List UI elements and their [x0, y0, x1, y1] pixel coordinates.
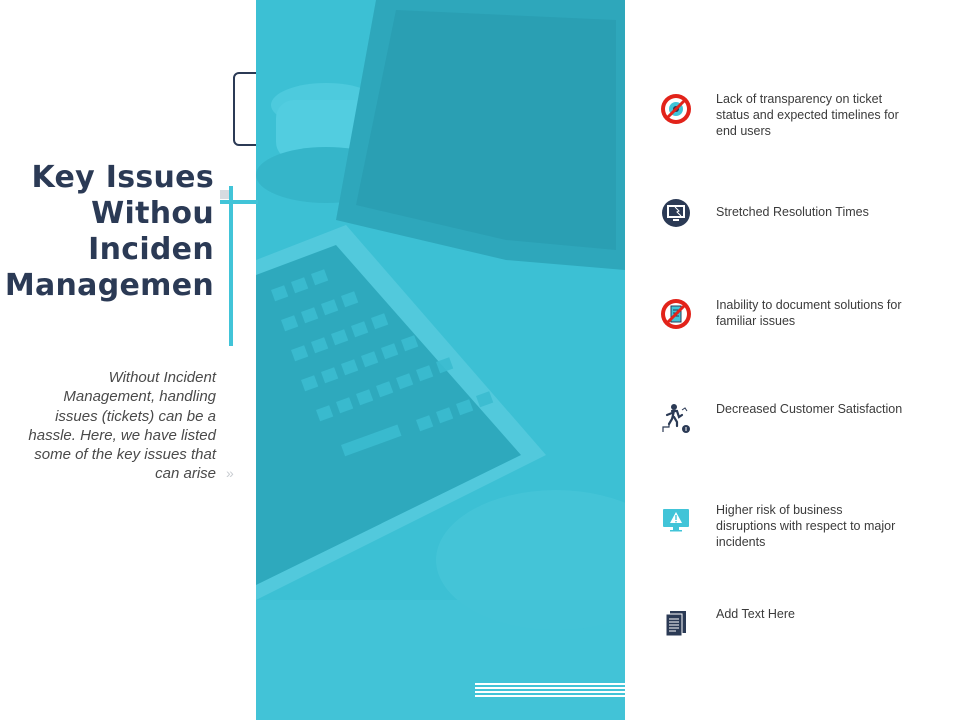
laptop-illustration — [256, 0, 625, 720]
accent-horizontal-line — [220, 200, 258, 204]
accent-vertical-line — [229, 186, 233, 346]
chevron-right-icon: » — [226, 465, 231, 481]
issue-item — [658, 606, 918, 642]
issue-text: Lack of transparency on ticket status and expected timelines for end users — [716, 92, 899, 138]
decorative-stripes — [475, 683, 625, 697]
issue-text: Stretched Resolution Times — [716, 205, 869, 219]
title-line: Inciden — [88, 232, 214, 267]
description-text: Without Incident Management, handling issues (tickets) can be a hassle. Here, we have listed some of the key issues that can arise — [28, 369, 216, 483]
issue-item — [658, 400, 918, 436]
title-line: Managemen — [4, 268, 214, 303]
issue-text: Inability to document solutions for familiar issues — [716, 298, 902, 328]
monitor-glitch-icon — [658, 195, 694, 231]
no-visibility-icon — [658, 91, 694, 127]
issue-item — [658, 296, 918, 332]
no-document-icon — [658, 296, 694, 332]
monitor-warning-icon — [658, 502, 694, 538]
issue-item — [658, 502, 918, 550]
issue-item — [658, 91, 918, 139]
person-climbing-icon — [658, 400, 694, 436]
background-photo-laptop — [256, 0, 625, 720]
issue-item — [658, 195, 918, 231]
title-line: Key Issues — [31, 160, 214, 195]
issue-text: Add Text Here — [716, 607, 795, 621]
issue-text: Higher risk of business disruptions with respect to major incidents — [716, 503, 896, 549]
document-icon — [658, 606, 694, 642]
issue-text: Decreased Customer Satisfaction — [716, 402, 903, 416]
title-line: Withou — [91, 196, 214, 231]
accent-square — [220, 190, 229, 199]
page-title — [5, 160, 214, 304]
